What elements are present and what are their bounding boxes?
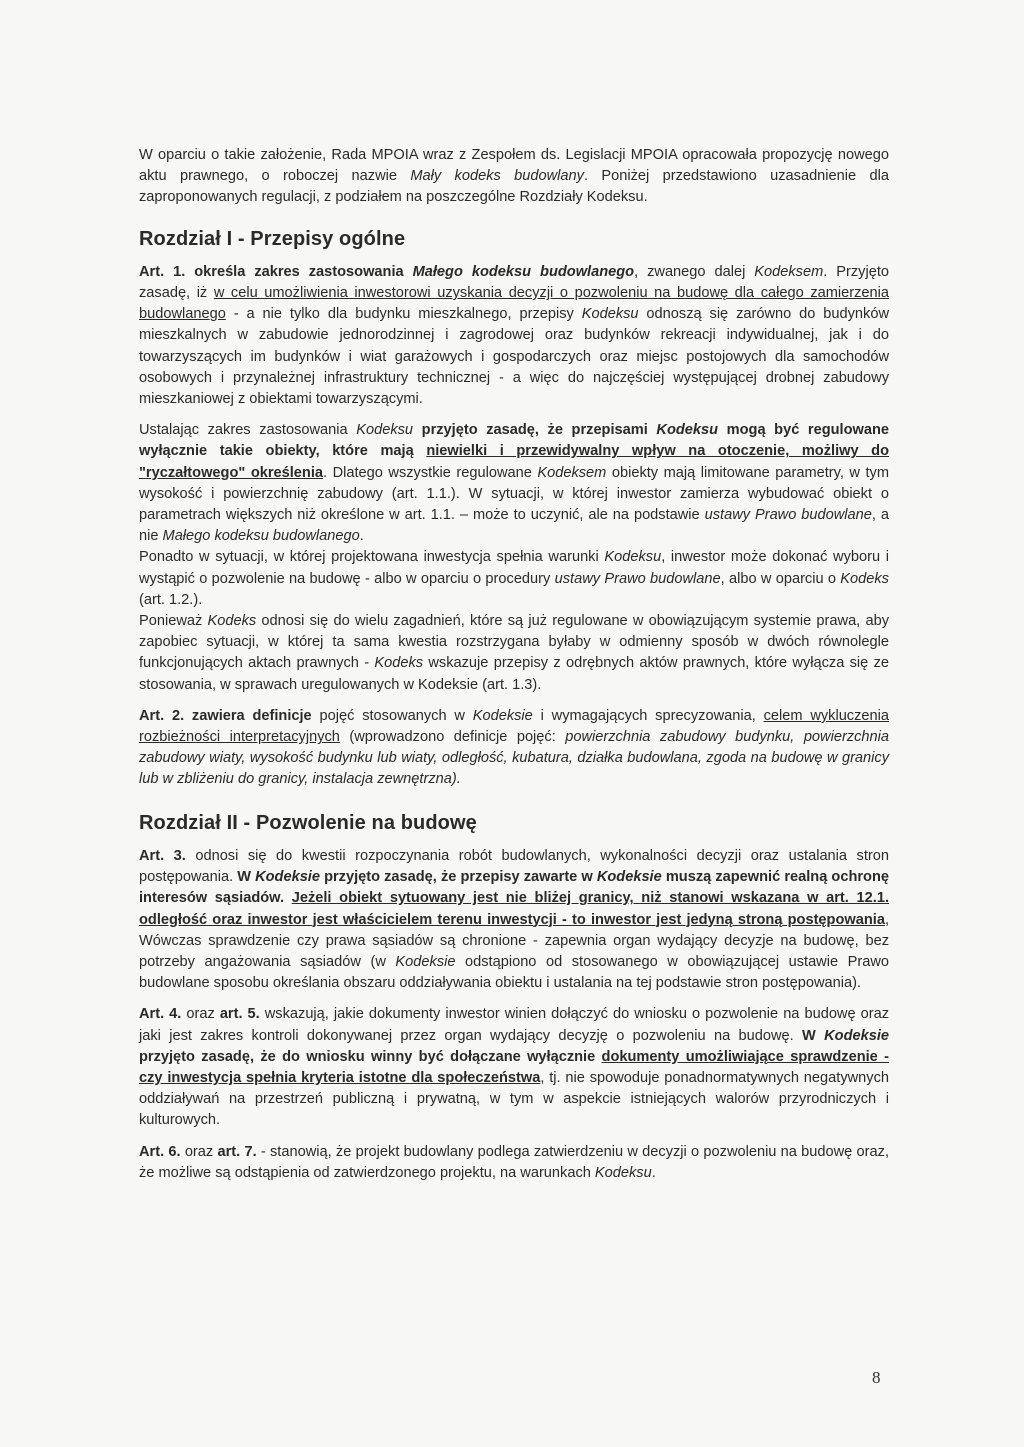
chapter-1-heading: Rozdział I - Przepisy ogólne [139, 227, 406, 250]
because-paragraph: Ponieważ Kodeks odnosi się do wielu zagadnień, które są już regulowane w obowiązującym systemie prawa, aby zapobiec sytuacji, w której ta sama kwestia rozstrzygana byłaby w odmienny sposób w dwóch równolegle funkcjonujących aktach prawnych - Kodeks wskazuje przepisy z odrębnych aktów prawnych, które wyłącza się ze stosowania, w sprawach uregulowanych w Kodeksie (art. 1.3). [139, 613, 890, 693]
page-number: 8 [872, 1368, 881, 1387]
art-1-paragraph: Art. 1. określa zakres zastosowania Małego kodeksu budowlanego, zwanego dalej Kodeksem. Przyjęto zasadę, iż w celu umożliwienia inwestorowi uzyskania decyzji o pozwoleniu na budowę dla całego zamierzenia budowlanego - a nie tylko dla budynku mieszkalnego, przepisy Kodeksu odnoszą się zarówno do budynków mieszkalnych w zabudowie jednorodzinnej i zagrodowej oraz budynków rekreacji indywidualnej, jak i do towarzyszących im budynków i wiat garażowych i gospodarczych oraz miejsc postojowych dla samochodów osobowych i przynależnej infrastruktury technicznej - a więc do najczęściej występującej drobnej zabudowy mieszkaniowej z obiektami towarzyszącymi. [139, 263, 889, 408]
document-body [139, 145, 889, 1194]
choice-paragraph: Ponadto w sytuacji, w której projektowana inwestycja spełnia warunki Kodeksu, inwestor może dokonać wyboru i wystąpić o pozwolenie na budowę - albo w oparciu o procedury ustawy Prawo budowlane, albo w oparciu o Kodeks (art. 1.2.). [139, 549, 889, 608]
chapter-2-heading: Rozdział II - Pozwolenie na budowę [139, 811, 477, 834]
art-3-paragraph: Art. 3. odnosi się do kwestii rozpoczynania robót budowlanych, wykonalności decyzji oraz ustalania stron postępowania. W Kodeksie przyjęto zasadę, że przepisy zawarte w Kodeksie muszą zapewnić realną ochronę interesów sąsiadów. Jeżeli obiekt sytuowany jest nie bliżej granicy, niż stanowi wskazana w art. 12.1. odległość oraz inwestor jest właścicielem terenu inwestycji - to inwestor jest jedyną stroną postępowania, Wówczas sprawdzenie czy prawa sąsiadów są chronione - zapewnia organ wydający decyzje na budowę, bez potrzeby angażowania sąsiadów (w Kodeksie odstąpiono od stosowanego w obowiązującej ustawie Prawo budowlane sposobu określania obszaru oddziaływania obiektu i ustalania na tej podstawie stron postępowania). [139, 847, 889, 992]
intro-paragraph: W oparciu o takie założenie, Rada MPOIA wraz z Zespołem ds. Legislacji MPOIA opracowała propozycję nowego aktu prawnego, o roboczej nazwie Mały kodeks budowlany. Poniżej przedstawiono uzasadnienie dla zaproponowanych regulacji, z podziałem na poszczególne Rozdziały Kodeksu. [139, 147, 889, 206]
scope-paragraph: Ustalając zakres zastosowania Kodeksu przyjęto zasadę, że przepisami Kodeksu mogą być regulowane wyłącznie takie obiekty, które mają niewielki i przewidywalny wpływ na otoczenie, możliwy do "ryczałtowego" określenia. Dlatego wszystkie regulowane Kodeksem obiekty mają limitowane parametry, w tym wysokość i powierzchnię zabudowy (art. 1.1.). W sytuacji, w której inwestor zamierza wybudować obiekt o parametrach większych niż określone w art. 1.1. – może to uczynić, ale na podstawie ustawy Prawo budowlane, a nie Małego kodeksu budowlanego. [139, 422, 890, 545]
art-6-7-paragraph: Art. 6. oraz art. 7. - stanowią, że projekt budowlany podlega zatwierdzeniu w decyzji o pozwoleniu na budowę oraz, że możliwe są odstąpienia od zatwierdzonego projektu, na warunkach Kodeksu. [139, 1143, 890, 1181]
art-2-paragraph: Art. 2. zawiera definicje pojęć stosowanych w Kodeksie i wymagających sprecyzowania, celem wykluczenia rozbieżności interpretacyjnych (wprowadzono definicje pojęć: powierzchnia zabudowy budynku, powierzchnia zabudowy wiaty, wysokość budynku lub wiaty, odległość, kubatura, działka budowlana, zgoda na budowę w granicy lub w zbliżeniu do granicy, instalacja zewnętrzna). [139, 707, 889, 788]
art-4-5-paragraph: Art. 4. oraz art. 5. wskazują, jakie dokumenty inwestor winien dołączyć do wniosku o pozwolenie na budowę oraz jaki jest zakres kontroli dokonywanej przez organ wydający decyzję o pozwoleniu na budowę. W Kodeksie przyjęto zasadę, że do wniosku winny być dołączane wyłącznie dokumenty umożliwiające sprawdzenie - czy inwestycja spełnia kryteria istotne dla społeczeństwa, tj. nie spowoduje ponadnormatywnych negatywnych oddziaływań na przestrzeń publiczną i prywatną, w tym w aspekcie istniejących walorów przyrodniczych i kulturowych. [139, 1006, 890, 1129]
